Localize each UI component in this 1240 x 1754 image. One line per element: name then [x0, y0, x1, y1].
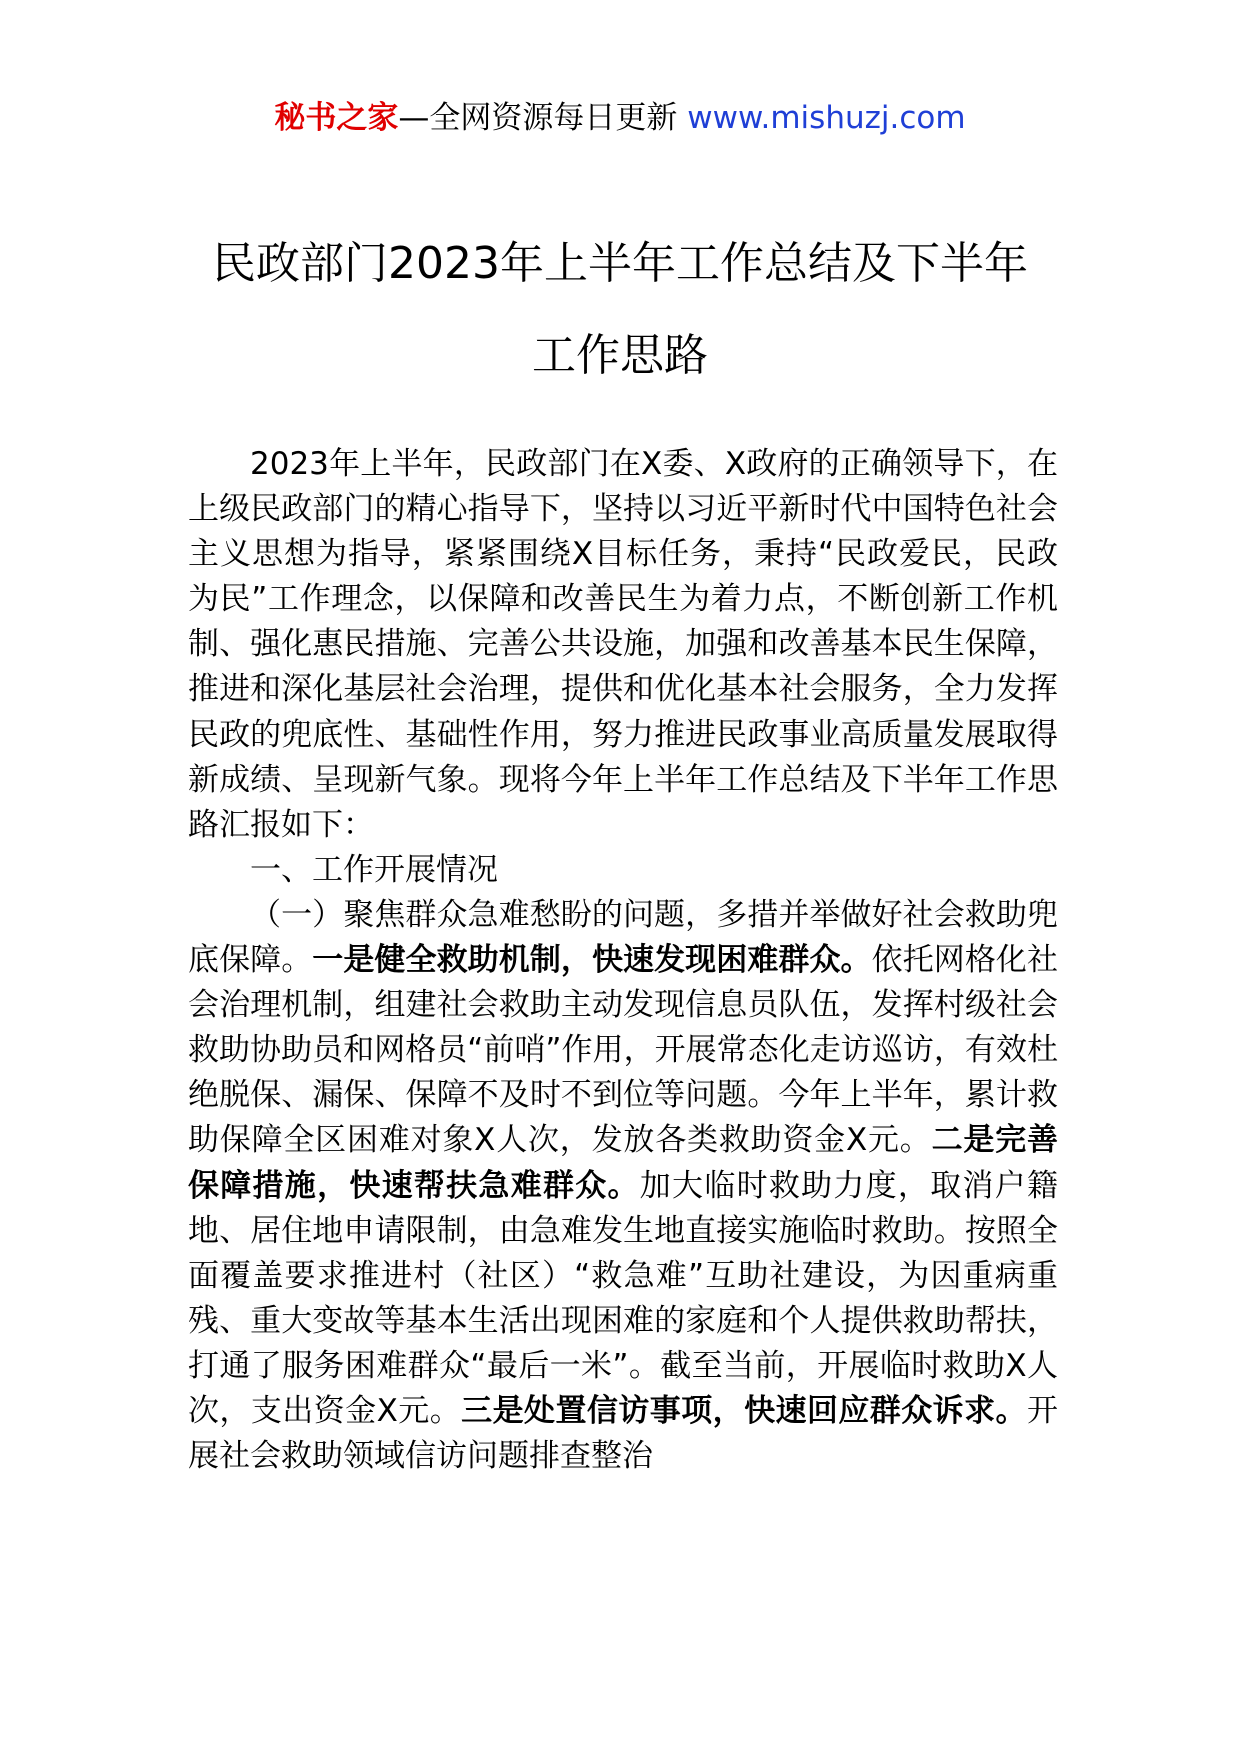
document-title-line1: 民政部门2023年上半年工作总结及下半年 — [212, 238, 1028, 289]
point2-text: 加大临时救助力度，取消户籍地、居住地申请限制，由急难发生地直接实施临时救助。按照全面覆盖要求推进村（社区）“救急难”互助社建设，为因重病重残、重大变故等基本生活出现困难的家庭和个人提供救助帮扶，打通了服务困难群众“最后一米”。截至当前，开展临时救助X人次，支出资金X元。 — [188, 1167, 1059, 1429]
point3-text: 开展社会救助领域信访问题排查整治 — [188, 1392, 1058, 1475]
section-heading: 一、工作开展情况 — [250, 851, 498, 888]
point1-heading: 一是健全救助机制，快速发现困难群众。 — [312, 942, 872, 979]
point3-heading: 三是处置信访事项，快速回应群众诉求。 — [461, 1392, 1027, 1429]
subsection-lead: （一）聚焦群众急难愁盼的问题，多措并举做好社会救助兜底保障。 — [188, 896, 1058, 979]
intro-paragraph: 2023年上半年，民政部门在X委、X政府的正确领导下，在上级民政部门的精心指导下，坚持以习近平新时代中国特色社会主义思想为指导，紧紧围绕X目标任务，秉持“民政爱民，民政为民”工作理念，以保障和改善民生为着力点，不断创新工作机制、强化惠民措施、完善公共设施，加强和改善基本民生保障，推进和深化基层社会治理，提供和优化基本社会服务，全力发挥民政的兜底性、基础性作用，努力推进民政事业高质量发展取得新成绩、呈现新气象。现将今年上半年工作总结及下半年工作思路汇报如下： — [188, 446, 1058, 843]
brand-name: 秘书之家 — [274, 100, 399, 136]
point1-text: 依托网格化社会治理机制，组建社会救助主动发现信息员队伍，发挥村级社会救助协助员和网格员“前哨”作用，开展常态化走访巡访，有效杜绝脱保、漏保、保障不及时不到位等问题。今年上半年，累计救助保障全区困难对象X人次，发放各类救助资金X元。 — [188, 942, 1059, 1159]
header-url-link[interactable]: www.mishuzj.com — [687, 100, 966, 136]
document-title-line2: 工作思路 — [532, 330, 708, 381]
document-body — [188, 442, 1058, 1479]
subsection-paragraph — [188, 893, 1058, 1479]
header-slogan: —全网资源每日更新 — [398, 100, 688, 136]
point2-heading: 二是完善保障措施，快速帮扶急难群众。 — [188, 1122, 1058, 1204]
site-header — [0, 98, 1240, 138]
